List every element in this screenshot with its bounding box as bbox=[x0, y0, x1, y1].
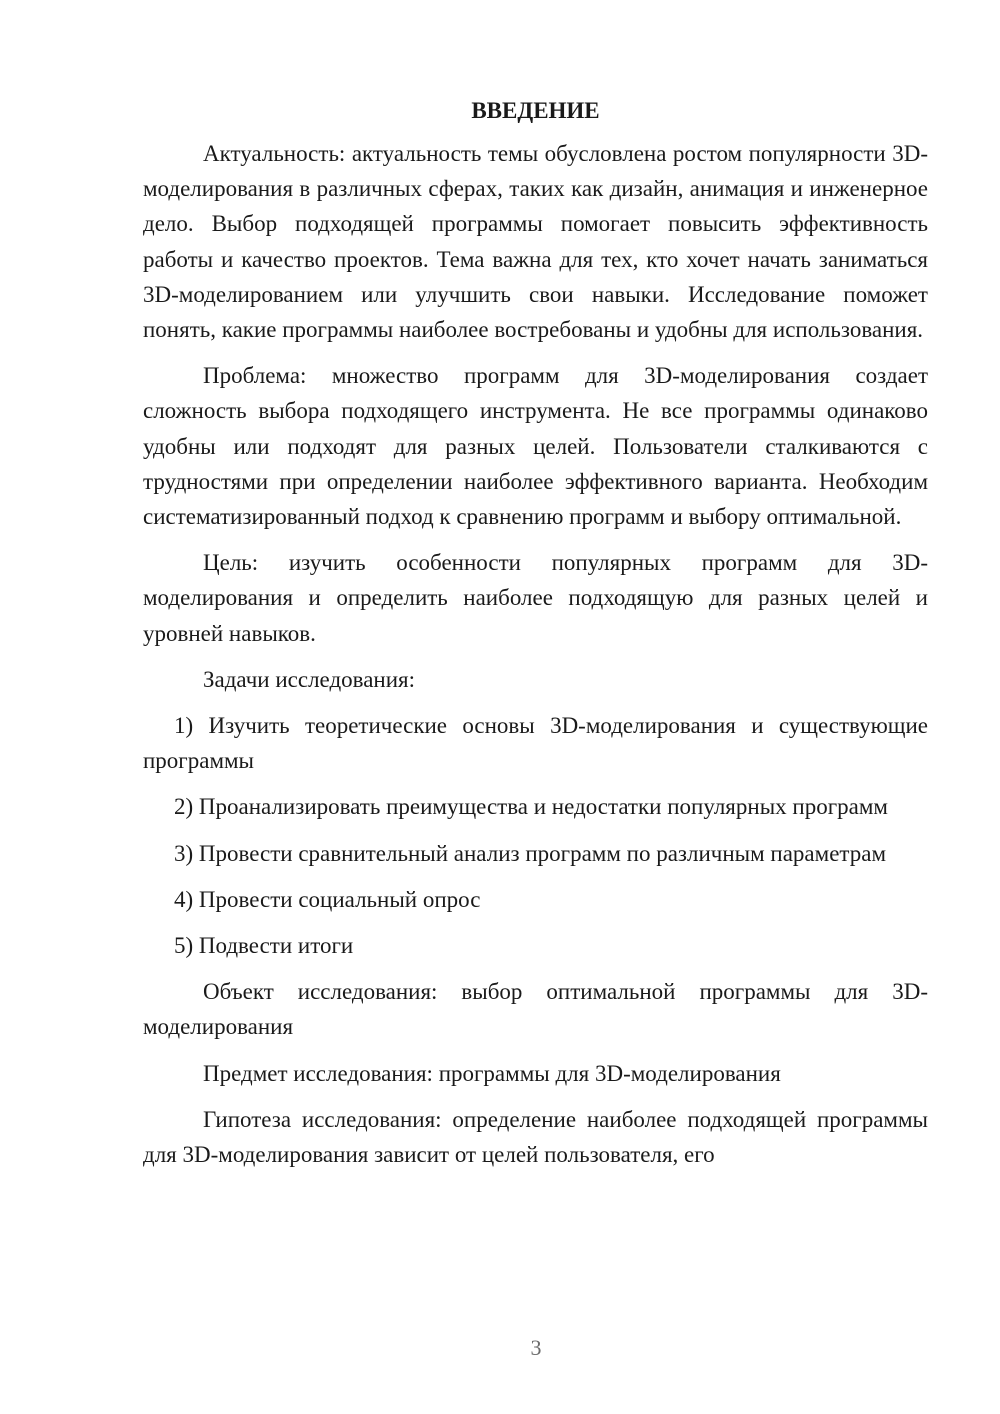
relevance-paragraph: Актуальность: актуальность темы обусловлена ростом популярности 3D-моделирования в различных сферах, таких как дизайн, анимация и инженерное дело. Выбор подходящей программы помогает повысить эффективность работы и качество проектов. Тема важна для тех, кто хочет начать заниматься 3D-моделированием или улучшить свои навыки. Исследование поможет понять, какие программы наиболее востребованы и удобны для использования. bbox=[143, 141, 928, 343]
task-item: 5) Подвести итоги bbox=[174, 933, 354, 959]
task-item: 3) Провести сравнительный анализ программ по различным параметрам bbox=[174, 840, 887, 866]
hypothesis-paragraph: Гипотеза исследования: определение наиболее подходящей программы для 3D-моделирования зависит от целей пользователя, его bbox=[143, 1106, 928, 1168]
section-title: ВВЕДЕНИЕ bbox=[471, 98, 600, 123]
problem-paragraph: Проблема: множество программ для 3D-моделирования создает сложность выбора подходящего инструмента. Не все программы одинаково удобны или подходят для разных целей. Пользователи сталкиваются с трудностями при определении наиболее эффективного варианта. Необходим систематизированный подход к сравнению программ и выбору оптимальной. bbox=[143, 363, 928, 530]
tasks-list bbox=[143, 708, 928, 963]
page-number: 3 bbox=[530, 1335, 542, 1360]
task-item: 2) Проанализировать преимущества и недостатки популярных программ bbox=[174, 794, 888, 820]
page-content bbox=[143, 96, 928, 1183]
research-subject-paragraph: Предмет исследования: программы для 3D-моделирования bbox=[203, 1060, 781, 1086]
task-item: 4) Провести социальный опрос bbox=[174, 886, 481, 912]
goal-paragraph: Цель: изучить особенности популярных программ для 3D-моделирования и определить наиболее подходящую для разных целей и уровней навыков. bbox=[143, 550, 928, 646]
research-object-paragraph: Объект исследования: выбор оптимальной программы для 3D-моделирования bbox=[143, 979, 928, 1040]
task-item: 1) Изучить теоретические основы 3D-моделирования и существующие программы bbox=[143, 713, 928, 774]
tasks-heading: Задачи исследования: bbox=[203, 666, 416, 692]
